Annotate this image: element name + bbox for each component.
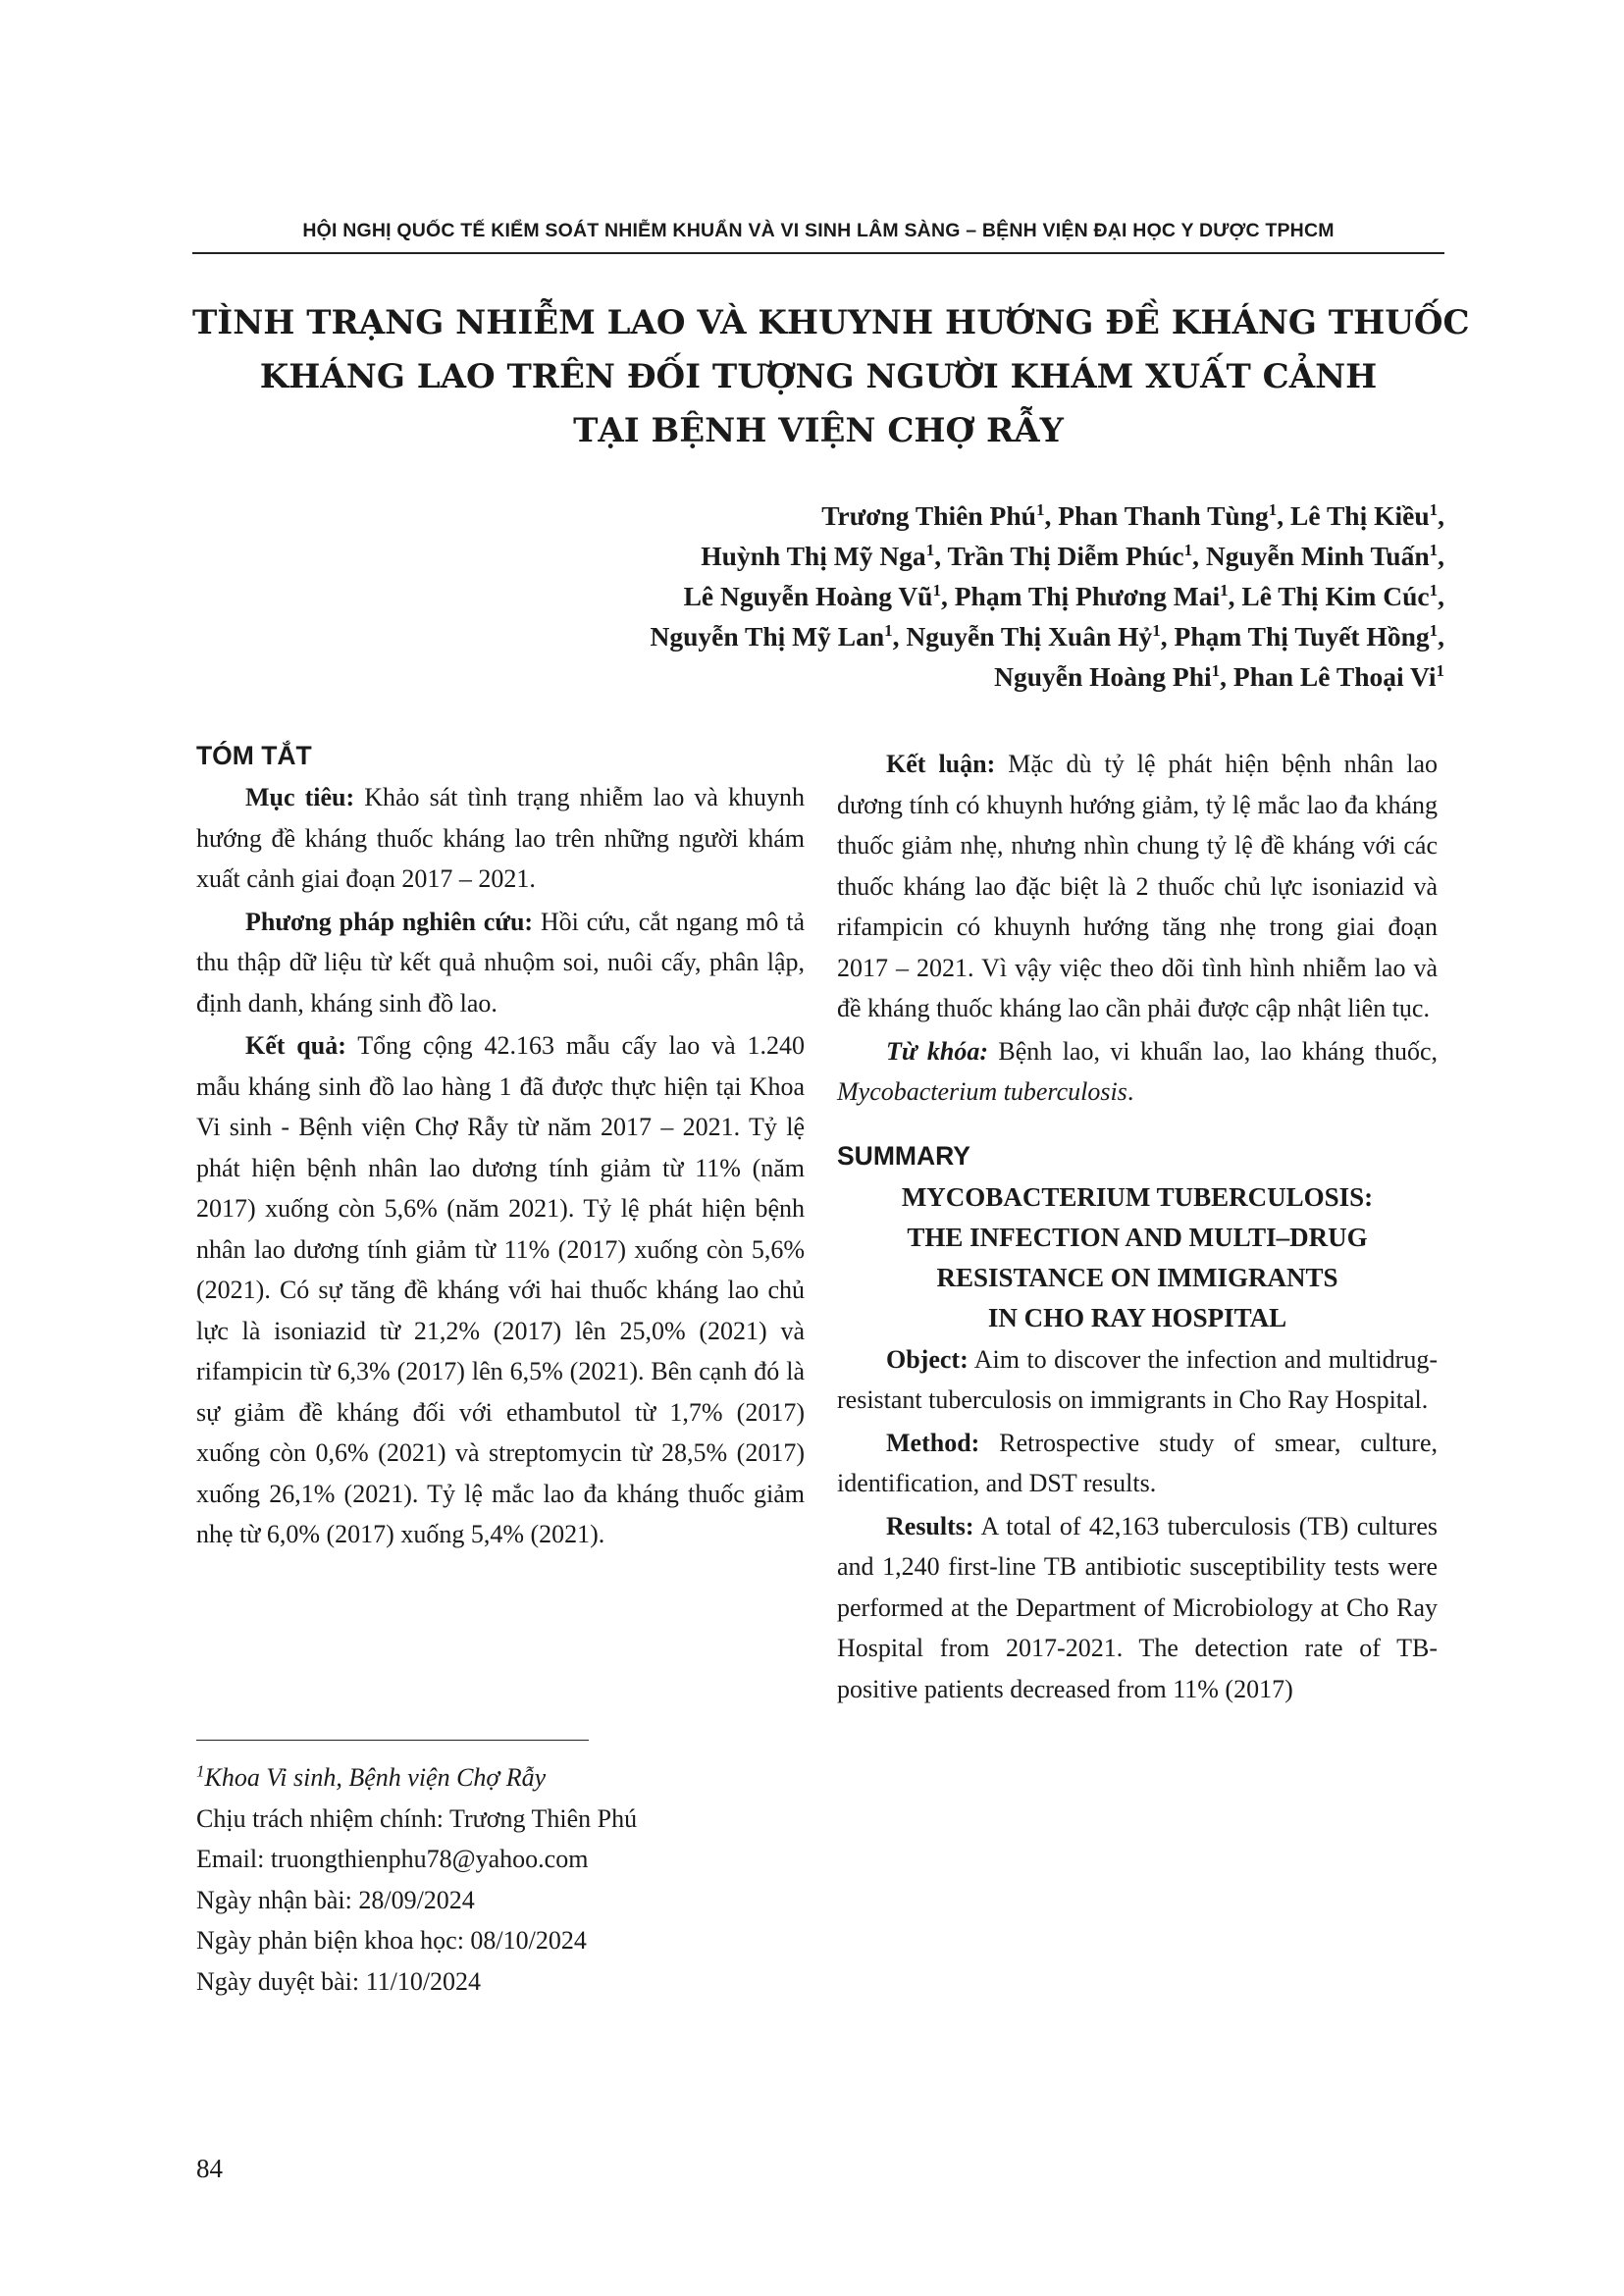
- author: Trần Thị Diễm Phúc: [947, 541, 1184, 571]
- running-header: HỘI NGHỊ QUỐC TẾ KIỂM SOÁT NHIỄM KHUẨN VÀ VI SINH LÂM SÀNG – BỆNH VIỆN ĐẠI HỌC Y DƯỢC TPHCM: [302, 220, 1335, 241]
- author: Lê Thị Kim Cúc: [1241, 581, 1430, 611]
- keywords-italic: Mycobacterium tuberculosis: [837, 1077, 1127, 1106]
- footnote-received: Ngày nhận bài: 28/09/2024: [196, 1885, 475, 1914]
- affil-sup: 1: [1211, 660, 1221, 680]
- method-paragraph: [837, 1423, 1438, 1504]
- en-title-line-3: RESISTANCE ON IMMIGRANTS: [936, 1262, 1338, 1292]
- results-label: Kết quả:: [245, 1031, 346, 1060]
- paper-title: [192, 296, 1470, 458]
- summary-heading: SUMMARY: [837, 1140, 970, 1171]
- conclusion-paragraph: [837, 744, 1438, 1029]
- author: Nguyễn Hoàng Phi: [994, 661, 1212, 692]
- header-rule: [192, 252, 1444, 254]
- left-column: [196, 736, 805, 1557]
- method-label: Method:: [886, 1428, 980, 1457]
- methods-text: Hồi cứu, cắt ngang mô tả thu thập dữ liệu từ kết quả nhuộm soi, nuôi cấy, phân lập, định danh, kháng sinh đồ lao.: [196, 907, 805, 1018]
- author: Lê Nguyễn Hoàng Vũ: [683, 581, 933, 611]
- objective-paragraph: [196, 777, 805, 900]
- title-line-1: TÌNH TRẠNG NHIỄM LAO VÀ KHUYNH HƯỚNG ĐỀ KHÁNG THUỐC: [192, 303, 1470, 342]
- method-text: Retrospective study of smear, culture, identification, and DST results.: [837, 1428, 1438, 1497]
- author-line-5: Nguyễn Hoàng Phi$^1$, Phan Lê Thoại Vi$^1$: [994, 660, 1444, 692]
- author-line-1: Trương Thiên Phú$^1$, Phan Thanh Tùng$^1$, Lê Thị Kiều$^1$,: [821, 499, 1444, 531]
- affil-sup: 1: [1429, 540, 1439, 559]
- en-title-line-4: IN CHO RAY HOSPITAL: [987, 1302, 1287, 1332]
- conclusion-label: Kết luận:: [886, 750, 996, 778]
- en-results-paragraph: [837, 1506, 1438, 1710]
- affiliation-text: Khoa Vi sinh, Bệnh viện Chợ Rẫy: [204, 1763, 547, 1792]
- objective-text: Khảo sát tình trạng nhiễm lao và khuynh hướng đề kháng thuốc kháng lao trên những người khám xuất cảnh giai đoạn 2017 – 2021.: [196, 783, 806, 893]
- en-title-line-1: MYCOBACTERIUM TUBERCULOSIS:: [901, 1181, 1374, 1212]
- en-results-text: A total of 42,163 tuberculosis (TB) cultures and 1,240 first-line TB antibiotic susceptibility tests were performed at the Department of Microbiology at Cho Ray Hospital from 2017-2021. The detection rate of TB-positive patients decreased from 11% (2017): [837, 1511, 1438, 1703]
- footnote-affiliation: [196, 1757, 637, 1799]
- affil-sup: 1: [1436, 660, 1444, 680]
- author: Phạm Thị Tuyết Hồng: [1174, 621, 1430, 652]
- author: Nguyễn Thị Mỹ Lan: [650, 621, 885, 652]
- keywords-text: Bệnh lao, vi khuẩn lao, lao kháng thuốc,: [988, 1036, 1439, 1066]
- abstract-heading: TÓM TẮT: [196, 741, 312, 770]
- author-line-4: Nguyễn Thị Mỹ Lan$^1$, Nguyễn Thị Xuân Hỷ$^1$, Phạm Thị Tuyết Hồng$^1$,: [650, 620, 1444, 652]
- affil-sup: 1: [1429, 580, 1439, 600]
- en-results-label: Results:: [886, 1511, 974, 1540]
- affil-sup: 1: [1035, 499, 1045, 519]
- keywords-end: .: [1126, 1077, 1134, 1106]
- author: Nguyễn Minh Tuấn: [1205, 541, 1430, 571]
- footnote-reviewed: Ngày phản biện khoa học: 08/10/2024: [196, 1926, 587, 1955]
- affil-sup: 1: [884, 620, 893, 640]
- author: Huỳnh Thị Mỹ Nga: [701, 541, 926, 571]
- affil-sup: 1: [1152, 620, 1161, 640]
- affil-sup: 1: [932, 580, 941, 600]
- methods-paragraph: [196, 902, 805, 1024]
- footnote-rule: [196, 1740, 589, 1741]
- object-text: Aim to discover the infection and multidrug-resistant tuberculosis on immigrants in Cho Ray Hospital.: [837, 1344, 1438, 1414]
- title-line-3: TẠI BỆNH VIỆN CHỢ RẪY: [573, 411, 1064, 450]
- affil-sup: 1: [1220, 580, 1229, 600]
- methods-label: Phương pháp nghiên cứu:: [245, 907, 534, 936]
- title-line-2: KHÁNG LAO TRÊN ĐỐI TƯỢNG NGƯỜI KHÁM XUẤT CẢNH: [259, 357, 1378, 396]
- author-list: [650, 496, 1444, 697]
- author: Phan Thanh Tùng: [1058, 500, 1269, 531]
- right-column: [837, 744, 1438, 1711]
- author: Phạm Thị Phương Mai: [954, 581, 1221, 611]
- results-text: Tổng cộng 42.163 mẫu cấy lao và 1.240 mẫu kháng sinh đồ lao hàng 1 đã được thực hiện tại Khoa Vi sinh - Bệnh viện Chợ Rẫy từ năm 2017 – 2021. Tỷ lệ phát hiện bệnh nhân lao dương tính giảm từ 11% (năm 2017) xuống còn 5,6% (năm 2021). Tỷ lệ phát hiện bệnh nhân lao dương tính giảm từ 11% (2017) xuống còn 5,6% (2021). Có sự tăng đề kháng với hai thuốc kháng lao chủ lực là isoniazid từ 21,2% (2017) lên 25,0% (2021) và rifampicin từ 6,3% (2017) lên 6,5% (2021). Bên cạnh đó là sự giảm đề kháng đối với ethambutol từ 1,7% (2017) xuống còn 0,6% (2021) và streptomycin từ 28,5% (2017) xuống 26,1% (2021). Tỷ lệ mắc lao đa kháng thuốc giảm nhẹ từ 6,0% (2017) xuống 5,4% (2021).: [196, 1031, 806, 1548]
- affil-sup: 1: [196, 1761, 205, 1781]
- keywords-paragraph: [837, 1031, 1438, 1113]
- affil-sup: 1: [1268, 499, 1278, 519]
- conclusion-text: Mặc dù tỷ lệ phát hiện bệnh nhân lao dương tính có khuynh hướng giảm, tỷ lệ mắc lao đa kháng thuốc giảm nhẹ, nhưng nhìn chung tỷ lệ đề kháng với các thuốc kháng lao đặc biệt là 2 thuốc chủ lực isoniazid và rifampicin có khuynh hướng tăng nhẹ trong giai đoạn 2017 – 2021. Vì vậy việc theo dõi tình hình nhiễm lao và đề kháng thuốc kháng lao cần phải được cập nhật liên tục.: [837, 750, 1438, 1022]
- footnote-accepted: Ngày duyệt bài: 11/10/2024: [196, 1966, 482, 1996]
- author: Lê Thị Kiều: [1290, 500, 1430, 531]
- en-title-line-2: THE INFECTION AND MULTI–DRUG: [907, 1222, 1368, 1252]
- author-line-3: Lê Nguyễn Hoàng $Vũ^1$, Phạm Thị Phương Mai$^1$, Lê Thị Kim Cúc$^1$,: [683, 580, 1444, 611]
- footnote-corresponding: Chịu trách nhiệm chính: Trương Thiên Phú: [196, 1803, 638, 1833]
- object-label: Object:: [886, 1344, 969, 1374]
- results-paragraph: [196, 1025, 805, 1555]
- author: Trương Thiên Phú: [821, 500, 1036, 531]
- affil-sup: 1: [925, 540, 935, 559]
- affil-sup: 1: [1429, 499, 1439, 519]
- objective-label: Mục tiêu:: [245, 783, 355, 811]
- keywords-label: Từ khóa:: [886, 1036, 988, 1066]
- object-paragraph: [837, 1339, 1438, 1421]
- footnotes: [196, 1757, 637, 2002]
- affil-sup: 1: [1429, 620, 1439, 640]
- author: Phan Lê Thoại Vi: [1232, 661, 1437, 692]
- english-title: [837, 1177, 1438, 1338]
- author: Nguyễn Thị Xuân Hỷ: [906, 621, 1153, 652]
- footnote-email: Email: truongthienphu78@yahoo.com: [196, 1845, 589, 1873]
- page-number: 84: [196, 2154, 223, 2183]
- affil-sup: 1: [1183, 540, 1193, 559]
- author-line-2: Huỳnh Thị Mỹ Nga$^1$, Trần Thị Diễm Phúc$^1$, Nguyễn Minh Tuấn$^1$,: [701, 540, 1444, 571]
